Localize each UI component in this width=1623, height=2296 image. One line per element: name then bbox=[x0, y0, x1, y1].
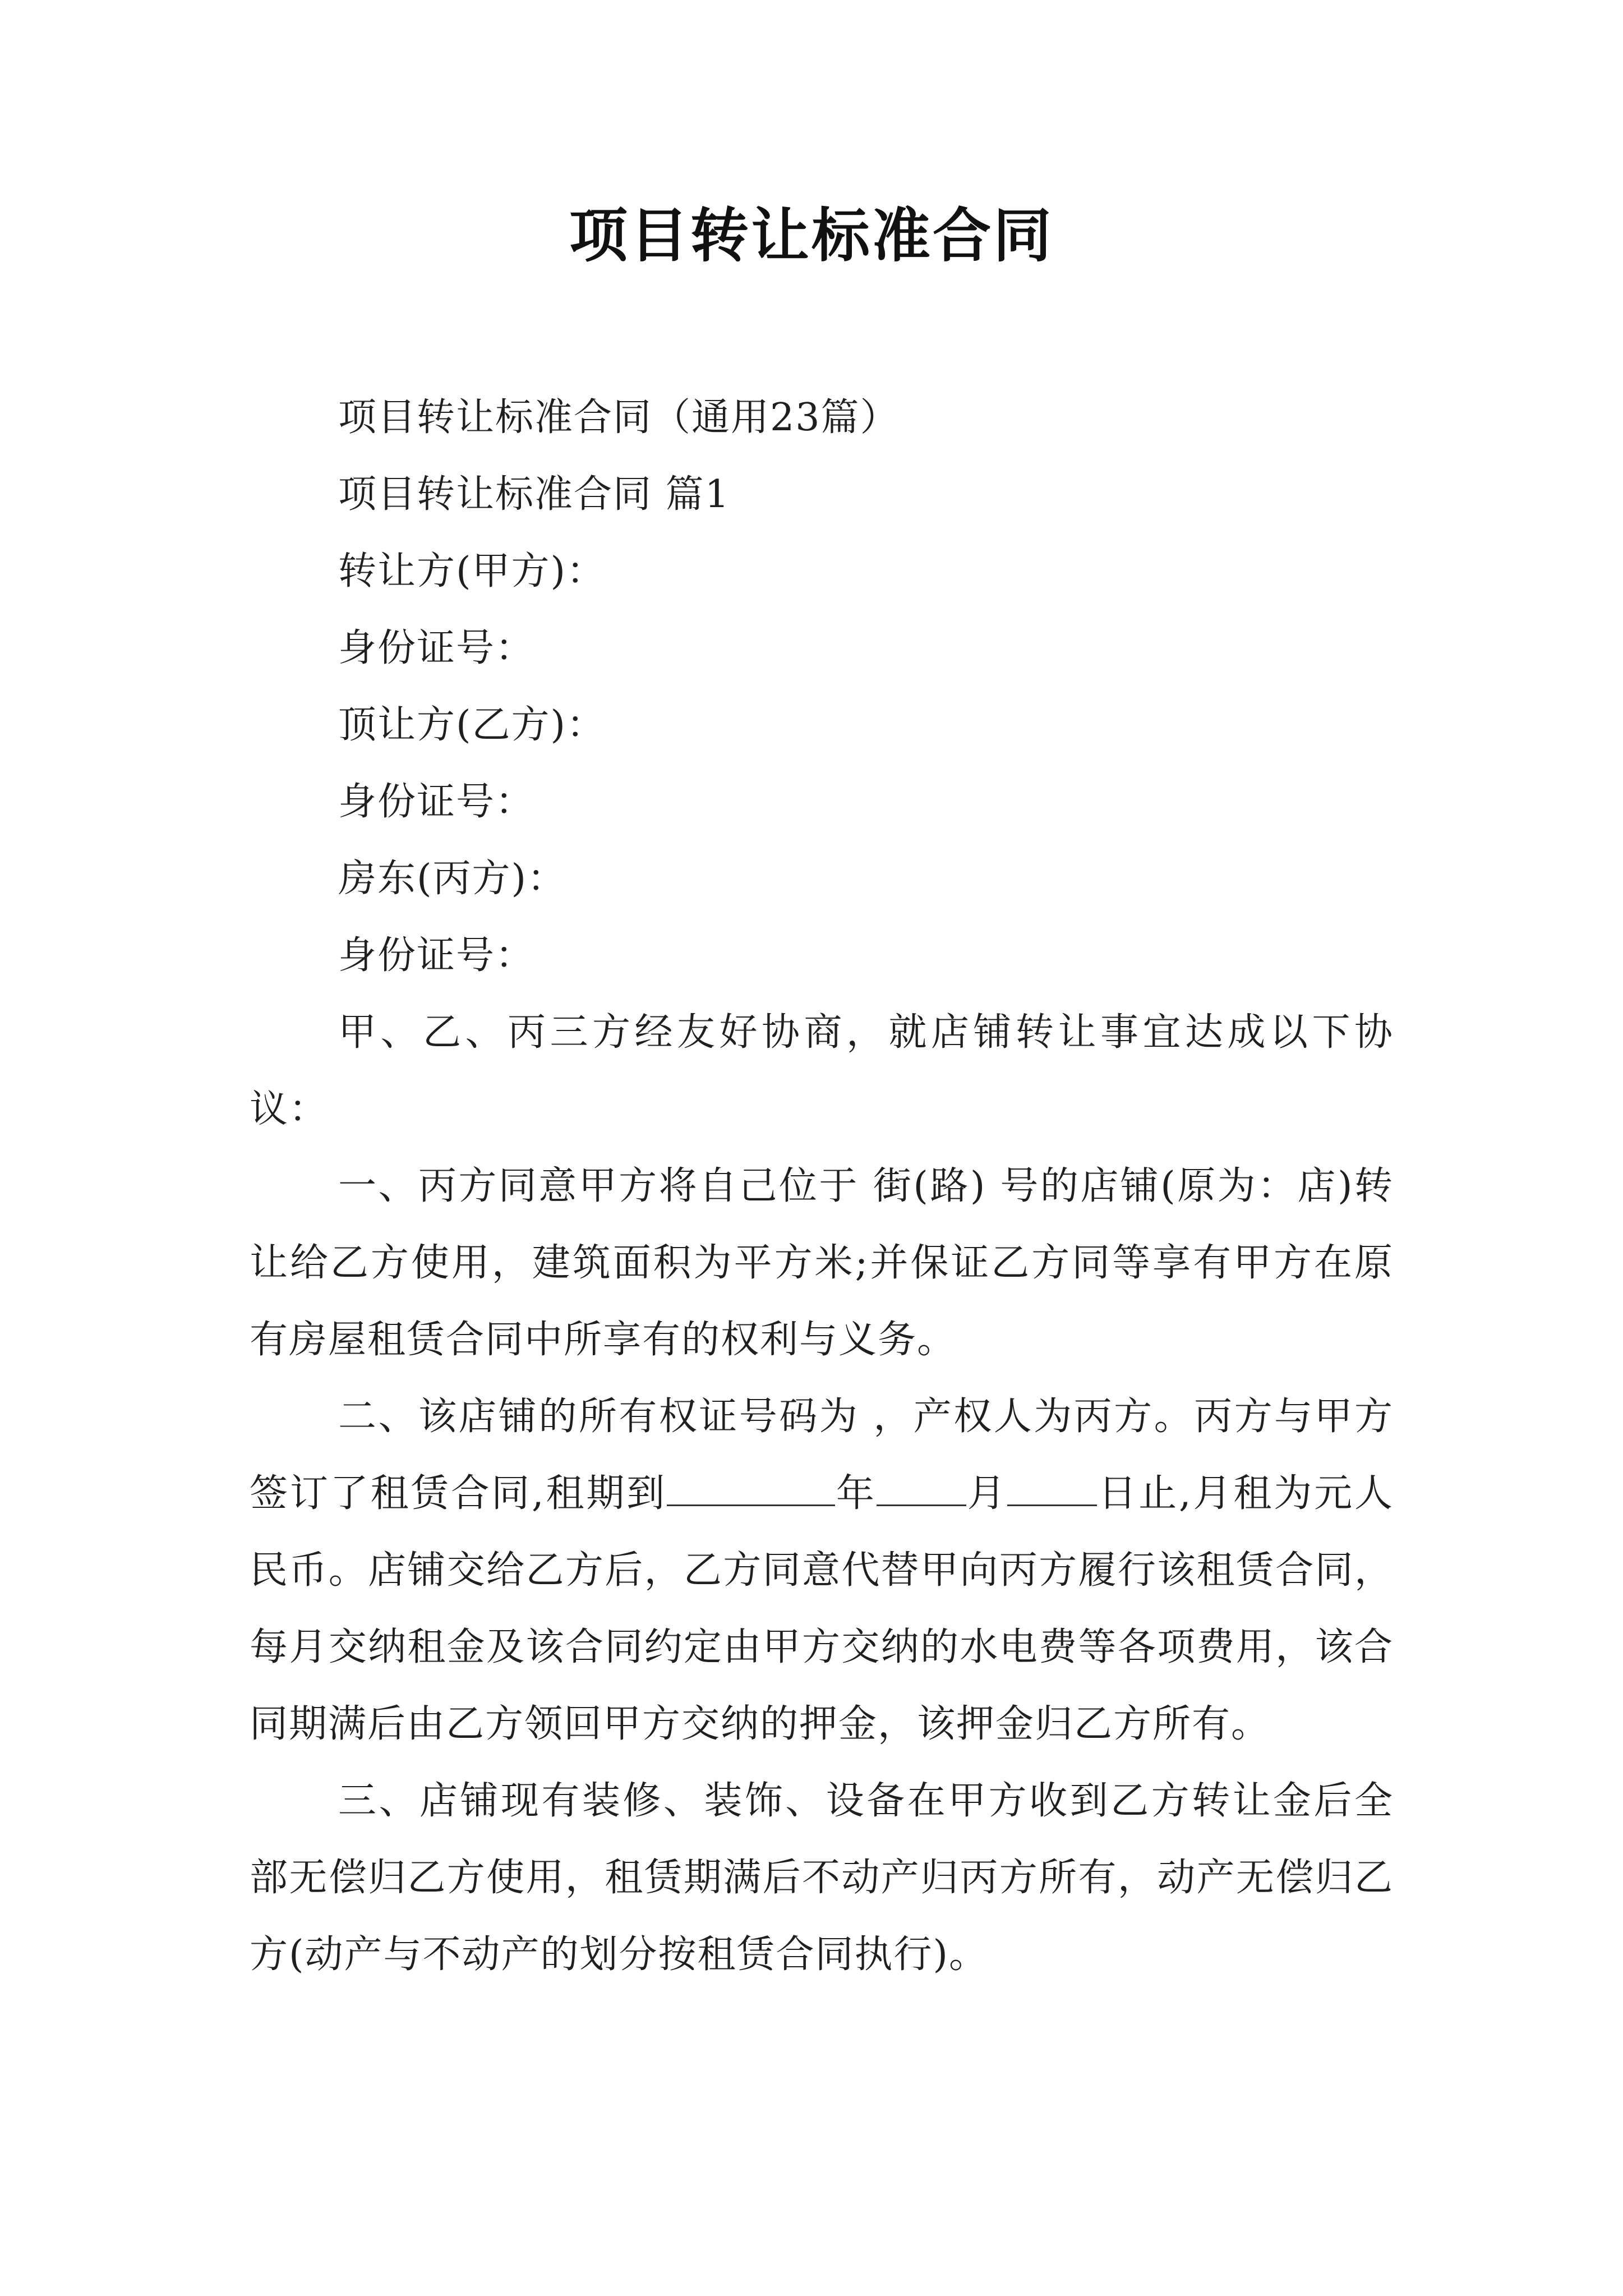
clause-2-part2: 月租为元人民币。店铺交给乙方后，乙方同意代替甲向丙方履行该租赁合同，每月交纳租金及该合同约定由甲方交纳的水电费等各项费用，该合同期满后由乙方领回甲方交纳的押金，该押金归乙方所有。 bbox=[250, 1471, 1394, 1746]
field-landlord-id: 身份证号： bbox=[338, 933, 535, 978]
clause-2 bbox=[250, 1378, 1394, 1763]
month-blank bbox=[877, 1471, 966, 1506]
document-body bbox=[250, 379, 1394, 1993]
month-label: 月 bbox=[966, 1471, 1008, 1516]
field-landlord: 房东(丙方)： bbox=[338, 857, 567, 901]
day-blank bbox=[1007, 1471, 1097, 1506]
year-label: 年 bbox=[835, 1471, 877, 1516]
day-label: 日止, bbox=[1097, 1471, 1192, 1516]
clause-3: 三、店铺现有装修、装饰、设备在甲方收到乙方转让金后全部无偿归乙方使用，租赁期满后不动产归丙方所有，动产无偿归乙方(动产与不动产的划分按租赁合同执行)。 bbox=[250, 1779, 1394, 1977]
field-transferee-id: 身份证号： bbox=[338, 780, 535, 824]
field-transferor-id: 身份证号： bbox=[338, 626, 535, 670]
field-transferor: 转让方(甲方)： bbox=[338, 549, 606, 593]
document-title: 项目转让标准合同 bbox=[569, 201, 1054, 270]
subtitle: 项目转让标准合同（通用23篇） bbox=[338, 395, 900, 440]
year-blank bbox=[667, 1471, 835, 1506]
intro-paragraph: 甲、乙、丙三方经友好协商，就店铺转让事宜达成以下协议： bbox=[250, 1010, 1394, 1131]
clause-1: 一、丙方同意甲方将自己位于 街(路) 号的店铺(原为：店)转让给乙方使用，建筑面积为平方米;并保证乙方同等享有甲方在原有房屋租赁合同中所享有的权利与义务。 bbox=[250, 1164, 1394, 1362]
clause-2-part1: 二、该店铺的所有权证号码为 ，产权人为丙方。丙方与甲方签订了租赁合同,租期到 bbox=[250, 1395, 1394, 1516]
field-transferee: 顶让方(乙方)： bbox=[338, 703, 606, 747]
section-heading: 项目转让标准合同 篇1 bbox=[338, 472, 730, 517]
